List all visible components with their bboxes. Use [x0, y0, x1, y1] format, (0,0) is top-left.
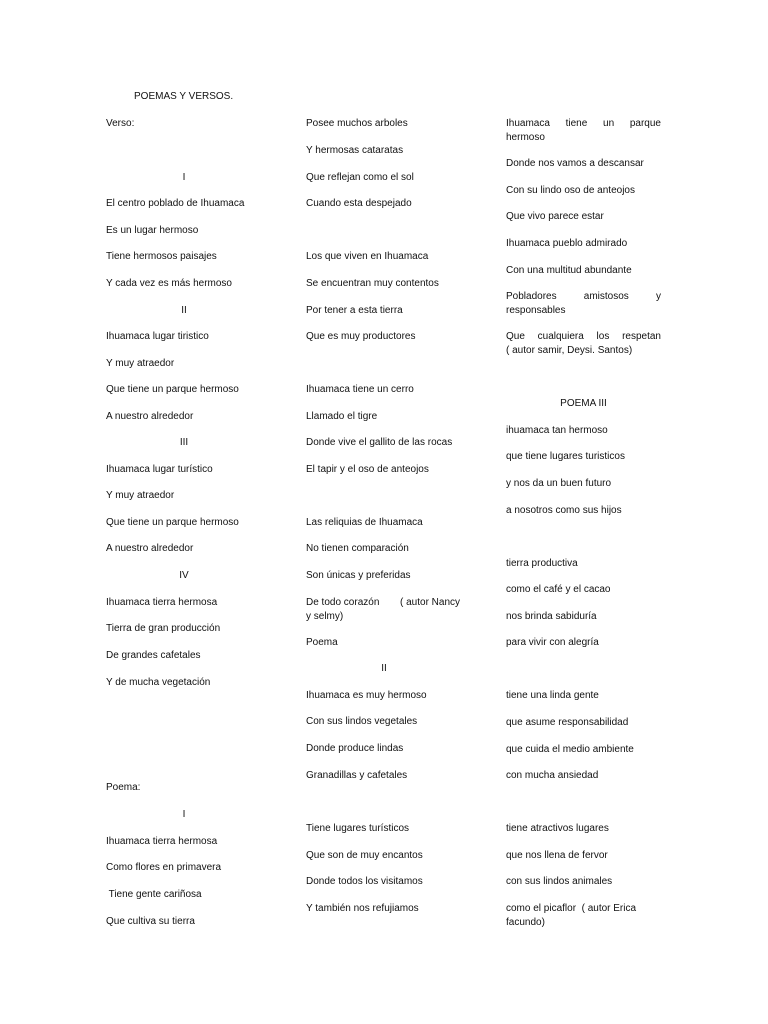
word: Pobladores — [506, 291, 557, 302]
verse-line: a nosotros como sus hijos — [506, 505, 622, 516]
verse-line: Tiene lugares turísticos — [306, 823, 410, 834]
stanza-number: IV — [179, 570, 189, 581]
word: y — [655, 291, 661, 302]
verse-line: que asume responsabilidad — [506, 717, 629, 728]
verse-line: tierra productiva — [506, 558, 578, 569]
stanza-number: I — [182, 809, 186, 820]
verse-line: No tienen comparación — [306, 543, 409, 554]
verse-line: que cuida el medio ambiente — [506, 744, 634, 755]
stanza-number: II — [181, 305, 187, 316]
verse-line: con mucha ansiedad — [506, 770, 599, 781]
verse-line: Que reflejan como el sol — [306, 172, 414, 183]
verse-line: Ihuamaca tierra hermosa — [106, 597, 218, 608]
verse-line: De grandes cafetales — [106, 650, 201, 661]
verse-line: Tiene hermosos paisajes — [106, 251, 217, 262]
stanza-number: II — [381, 663, 387, 674]
word: tiene — [565, 118, 588, 129]
verse-line: Posee muchos arboles — [306, 118, 408, 129]
verse-line: Con una multitud abundante — [506, 265, 632, 276]
word: un — [603, 118, 615, 129]
verse-line: Con su lindo oso de anteojos — [506, 185, 635, 196]
verse-line: Por tener a esta tierra — [306, 305, 403, 316]
verse-line: Que tiene un parque hermoso — [106, 517, 239, 528]
verse-line: Las reliquias de Ihuamaca — [306, 517, 423, 528]
verse-line: nos brinda sabiduría — [506, 611, 597, 622]
poem-title: POEMA III — [560, 398, 607, 409]
author-credit: ( autor samir, Deysi. Santos) — [506, 345, 633, 356]
poema-label: Poema: — [106, 782, 141, 793]
verse-line: Y muy atraedor — [106, 358, 175, 369]
verse-line: Y muy atraedor — [106, 490, 175, 501]
verse-line: con sus lindos animales — [506, 876, 613, 887]
verse-line: responsables — [506, 305, 566, 316]
word: Ihuamaca — [506, 118, 550, 129]
word: Que — [506, 331, 525, 342]
verse-line: Tierra de gran producción — [106, 623, 221, 634]
verse-line: Y de mucha vegetación — [106, 677, 211, 688]
verse-line: El centro poblado de Ihuamaca — [106, 198, 245, 209]
verse-line: Llamado el tigre — [306, 411, 378, 422]
verse-line: Que es muy productores — [306, 331, 416, 342]
verse-line: Que tiene un parque hermoso — [106, 384, 239, 395]
verse-line: Donde vive el gallito de las rocas — [306, 437, 453, 448]
verse-line: Tiene gente cariñosa — [106, 889, 202, 900]
verse-line: Ihuamaca lugar tiristico — [106, 331, 209, 342]
author-credit: ( autor Nancy — [400, 597, 461, 608]
verse-line: Granadillas y cafetales — [306, 770, 408, 781]
verse-line: Los que viven en Ihuamaca — [306, 251, 429, 262]
verse-line: Como flores en primavera — [106, 862, 222, 873]
verse-line: ihuamaca tan hermoso — [506, 425, 608, 436]
verse-line: Cuando esta despejado — [306, 198, 412, 209]
verse-line: De todo corazón — [306, 597, 380, 608]
verse-line-justified — [506, 290, 661, 303]
verse-line: Y también nos refujiamos — [306, 903, 419, 914]
verse-line: Que son de muy encantos — [306, 850, 423, 861]
verse-line: como el picaflor ( autor Erica — [506, 903, 637, 914]
word: parque — [629, 118, 661, 129]
verse-line: Ihuamaca es muy hermoso — [306, 690, 427, 701]
word: los — [596, 331, 610, 342]
verse-line: hermoso — [506, 132, 545, 143]
verse-line: Que cultiva su tierra — [106, 916, 195, 927]
verse-line: que nos llena de fervor — [506, 850, 608, 861]
verse-line: para vivir con alegría — [506, 637, 599, 648]
verse-line: Y cada vez es más hermoso — [106, 278, 232, 289]
verse-line-justified — [506, 330, 661, 343]
verse-line: El tapir y el oso de anteojos — [306, 464, 429, 475]
verse-line-justified — [506, 117, 661, 130]
word: amistosos — [583, 291, 629, 302]
verse-line: Que vivo parece estar — [506, 211, 604, 222]
verse-line: A nuestro alrededor — [106, 411, 194, 422]
verse-line: Donde produce lindas — [306, 743, 404, 754]
stanza-number: III — [179, 437, 189, 448]
verse-line: Ihuamaca tierra hermosa — [106, 836, 218, 847]
stanza-number: I — [182, 172, 186, 183]
verse-line: Es un lugar hermoso — [106, 225, 199, 236]
verse-line: Con sus lindos vegetales — [306, 716, 418, 727]
verso-label: Verso: — [106, 118, 135, 129]
verse-line: tiene una linda gente — [506, 690, 599, 701]
verse-line: Donde todos los visitamos — [306, 876, 423, 887]
page-title: POEMAS Y VERSOS. — [134, 91, 234, 102]
author-credit: facundo) — [506, 917, 545, 928]
verse-line: y nos da un buen futuro — [506, 478, 612, 489]
word: cualquiera — [537, 331, 584, 342]
word: respetan — [622, 331, 661, 342]
verse-line: Son únicas y preferidas — [306, 570, 411, 581]
verse-line: Donde nos vamos a descansar — [506, 158, 644, 169]
verse-line: como el café y el cacao — [506, 584, 611, 595]
verse-line: Y hermosas cataratas — [306, 145, 404, 156]
verse-line: A nuestro alrededor — [106, 543, 194, 554]
verse-line: Ihuamaca tiene un cerro — [306, 384, 414, 395]
verse-line: tiene atractivos lugares — [506, 823, 609, 834]
verse-line: Ihuamaca pueblo admirado — [506, 238, 628, 249]
verse-line: Ihuamaca lugar turístico — [106, 464, 213, 475]
poema-label: Poema — [306, 637, 338, 648]
verse-line: Se encuentran muy contentos — [306, 278, 439, 289]
verse-line: que tiene lugares turisticos — [506, 451, 625, 462]
author-credit: y selmy) — [306, 611, 344, 622]
